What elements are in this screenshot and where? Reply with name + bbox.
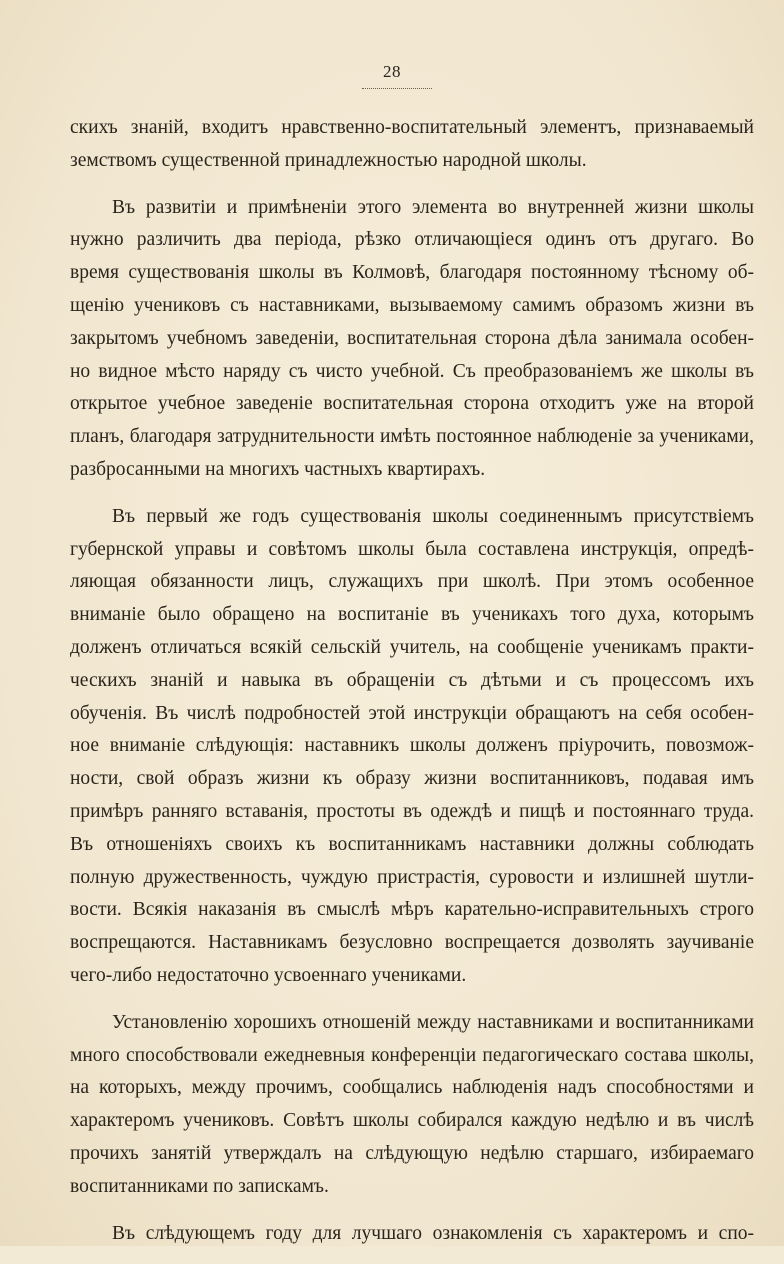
page-number: 28 [383,62,401,81]
paragraph-2 [70,192,754,487]
text-line: щенію учениковъ съ наставниками, вызываемому самимъ образомъ жизни въ [70,294,754,316]
text-line: полную дружественность, чуждую пристрастія, суровости и излишней шутли- [70,866,754,888]
body-text [70,112,754,1264]
text-line: ческихъ знаній и навыка въ обращеніи съ дѣтьми и съ процессомъ ихъ [70,669,754,691]
text-line: воспрещаются. Наставникамъ безусловно воспрещается дозволять заучиваніе [70,932,754,954]
text-line: Въ развитіи и примѣненіи этого элемента во внутренней жизни школы [112,196,754,218]
text-line: примѣръ ранняго вставанія, простоты въ одеждѣ и пищѣ и постояннаго труда. [70,800,754,822]
text-line: губернской управы и совѣтомъ школы была составлена инструкція, опредѣ- [70,538,754,560]
text-line: вниманіе было обращено на воспитаніе въ ученикахъ того духа, которымъ [70,604,754,626]
paragraph-1 [70,112,754,178]
text-line: долженъ отличаться всякій сельскій учитель, на сообщеніе ученикамъ практи- [70,636,754,658]
text-line: воспитанниками по запискамъ. [70,1175,329,1197]
text-line: но видное мѣсто наряду съ чисто учебной. Съ преобразованіемъ же школы въ [70,360,754,382]
text-line: на которыхъ, между прочимъ, сообщались наблюденія надъ способностями и [70,1077,754,1099]
text-line: Въ первый же годъ существованія школы соединеннымъ присутствіемъ [112,505,754,527]
text-line: время существованія школы въ Колмовѣ, благодаря постоянному тѣсному об- [70,262,754,284]
text-line: ляющая обязанности лицъ, служащихъ при школѣ. При этомъ особенное [70,571,754,593]
text-line: характеромъ учениковъ. Совѣтъ школы собирался каждую недѣлю и въ числѣ [70,1110,754,1132]
text-line: нужно различить два періода, рѣзко отличающіеся одинъ отъ другаго. Во [70,229,754,251]
paragraph-5 [70,1218,754,1251]
text-line: разбросанными на многихъ частныхъ квартирахъ. [70,458,486,480]
text-line: вости. Всякія наказанія въ смыслѣ мѣръ карательно-исправительныхъ строго [70,899,754,921]
paragraph-4 [70,1007,754,1204]
text-line: обученія. Въ числѣ подробностей этой инструкціи обращаютъ на себя особен- [70,702,754,724]
text-line: много способствовали ежедневныя конференціи педагогическаго состава школы, [70,1044,754,1066]
text-line: скихъ знаній, входитъ нравственно-воспитательный элементъ, признаваемый [70,117,754,138]
text-line: открытое учебное заведеніе воспитательная сторона отходитъ уже на второй [70,393,754,415]
text-line: закрытомъ учебномъ заведеніи, воспитательная сторона дѣла занимала особен- [70,327,754,349]
text-line: планъ, благодаря затруднительности имѣть постоянное наблюденіе за учениками, [70,426,754,448]
text-line: ное вниманіе слѣдующія: наставникъ школы долженъ пріурочить, повозмож- [70,735,754,757]
text-line: Въ отношеніяхъ своихъ къ воспитанникамъ наставники должны соблюдать [70,833,754,855]
text-line: Установленію хорошихъ отношеній между наставниками и воспитанниками [112,1011,754,1033]
text-line: Въ слѣдующемъ году для лучшаго ознакомленія съ характеромъ и спо- [112,1222,754,1244]
text-line: чего-либо недостаточно усвоеннаго учениками. [70,964,467,986]
text-line: прочихъ занятій утверждалъ на слѣдующую недѣлю старшаго, избираемаго [70,1142,754,1164]
page-number-rule [362,88,432,89]
text-line: ности, свой образъ жизни къ образу жизни воспитанниковъ, подавая имъ [70,768,754,790]
text-line: земствомъ существенной принадлежностью народной школы. [70,149,587,171]
paragraph-3 [70,501,754,993]
